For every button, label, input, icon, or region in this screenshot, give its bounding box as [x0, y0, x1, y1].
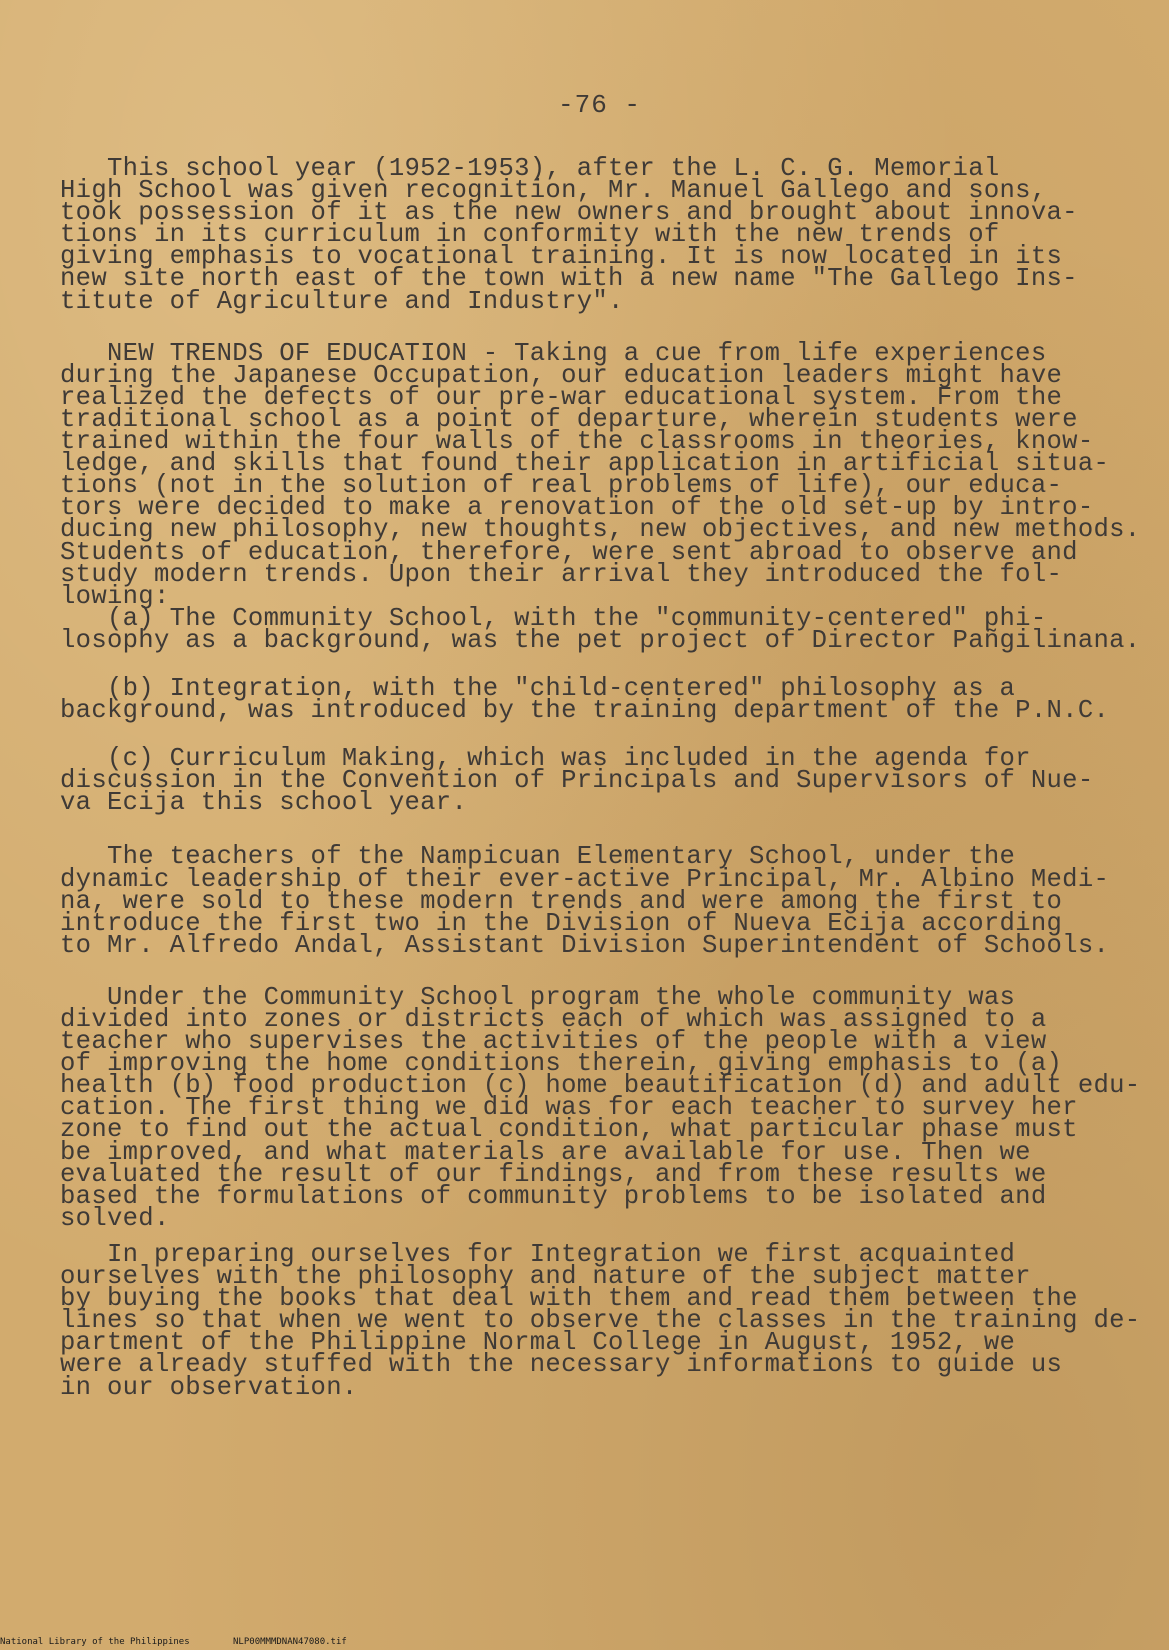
text-line: losophy as a background, was the pet project of Director Pañgilinana.: [60, 625, 1141, 655]
text-line: lines so that when we went to observe the classes in the training de-: [60, 1306, 1141, 1336]
text-line: study modern trends. Upon their arrival they introduced the fol-: [60, 559, 1063, 589]
paragraph-7: [60, 982, 1141, 1233]
text-line: va Ecija this school year.: [60, 788, 468, 818]
text-line: High School was given recognition, Mr. Manuel Gallego and sons,: [60, 176, 1047, 206]
text-line: na, were sold to these modern trends and were among the first to: [60, 886, 1063, 916]
text-line: This school year (1952-1953), after the L. C. G. Memorial: [60, 154, 1000, 183]
text-line: during the Japanese Occupation, our education leaders might have: [60, 360, 1063, 390]
text-line: (a) The Community School, with the "community-centered" phi-: [60, 603, 1047, 633]
text-line: teacher who supervises the activities of the people with a view: [60, 1027, 1047, 1057]
text-line: ledge, and skills that found their application in artificial situa-: [60, 449, 1110, 479]
text-line: took possession of it as the new owners and brought about innova-: [60, 198, 1078, 228]
text-line: new site north east of the town with a new name "The Gallego Ins-: [60, 264, 1078, 294]
text-line: of improving the home conditions therein, giving emphasis to (a): [60, 1049, 1063, 1079]
text-line: tions (not in the solution of real problems of life), our educa-: [60, 471, 1063, 501]
text-line: (b) Integration, with the "child-centered" philosophy as a: [60, 673, 1016, 703]
text-line: partment of the Philippine Normal College in August, 1952, we: [60, 1328, 1016, 1358]
text-line: based the formulations of community problems to be isolated and: [60, 1181, 1047, 1211]
text-line: ducing new philosophy, new thoughts, new objectives, and new methods.: [60, 515, 1141, 545]
text-line: background, was introduced by the training department of the P.N.C.: [60, 696, 1110, 726]
text-line: The teachers of the Nampicuan Elementary School, under the: [60, 842, 1016, 872]
text-line: tions in its curriculum in conformity with the new trends of: [60, 220, 1000, 250]
footer-file-id: NLP00MMMDNAN47080.tif: [233, 1637, 347, 1647]
paragraph-5: [60, 744, 1120, 818]
text-line: by buying the books that deal with them and read them between the: [60, 1284, 1078, 1314]
page-number: -76 -: [557, 90, 641, 120]
paragraph-4: [60, 673, 1120, 726]
document-body: [60, 154, 1141, 1402]
text-line: lowing:: [60, 581, 170, 611]
text-line: NEW TRENDS OF EDUCATION - Taking a cue from life experiences: [60, 338, 1047, 368]
text-line: introduce the first two in the Division of Nueva Ecija according: [60, 908, 1063, 938]
text-line: Under the Community School program the whole community was: [60, 982, 1016, 1012]
text-line: In preparing ourselves for Integration we first acquainted: [60, 1239, 1016, 1269]
paragraph-1: [60, 154, 1120, 316]
text-line: solved.: [60, 1203, 170, 1233]
text-line: (c) Curriculum Making, which was included in the agenda for: [60, 744, 1031, 774]
text-line: titute of Agriculture and Industry".: [60, 286, 624, 316]
text-line: be improved, and what materials are available for use. Then we: [60, 1137, 1031, 1167]
text-line: divided into zones or districts each of which was assigned to a: [60, 1005, 1047, 1034]
text-line: were already stuffed with the necessary informations to guide us: [60, 1350, 1063, 1380]
paragraph-2: [60, 338, 1141, 611]
text-line: evaluated the result of our findings, and from these results we: [60, 1159, 1047, 1189]
text-line: dynamic leadership of their ever-active Principal, Mr. Albino Medi-: [60, 864, 1110, 894]
footer-source: National Library of the Philippines: [0, 1637, 190, 1647]
text-line: traditional school as a point of departure, wherein students were: [60, 404, 1078, 434]
paragraph-8: [60, 1239, 1141, 1402]
text-line: zone to find out the actual condition, what particular phase must: [60, 1115, 1078, 1145]
text-line: to Mr. Alfredo Andal, Assistant Division Superintendent of Schools.: [60, 930, 1110, 960]
text-line: health (b) food production (c) home beautification (d) and adult edu-: [60, 1071, 1141, 1101]
paragraph-3: [60, 603, 1141, 655]
text-line: ourselves with the philosophy and nature of the subject matter: [60, 1262, 1031, 1292]
text-line: realized the defects of our pre-war educational system. From the: [60, 382, 1063, 412]
text-line: tors were decided to make a renovation of the old set-up by intro-: [60, 493, 1094, 523]
text-line: trained within the four walls of the classrooms in theories, know-: [60, 427, 1094, 457]
text-line: cation. The first thing we did was for each teacher to survey her: [60, 1093, 1078, 1123]
text-line: Students of education, therefore, were sent abroad to observe and: [60, 537, 1078, 567]
text-line: in our observation.: [60, 1372, 358, 1402]
text-line: giving emphasis to vocational training. It is now located in its: [60, 242, 1063, 272]
paragraph-6: [60, 842, 1120, 960]
scan-footer: [0, 1637, 1169, 1647]
text-line: discussion in the Convention of Principals and Supervisors of Nue-: [60, 766, 1094, 796]
